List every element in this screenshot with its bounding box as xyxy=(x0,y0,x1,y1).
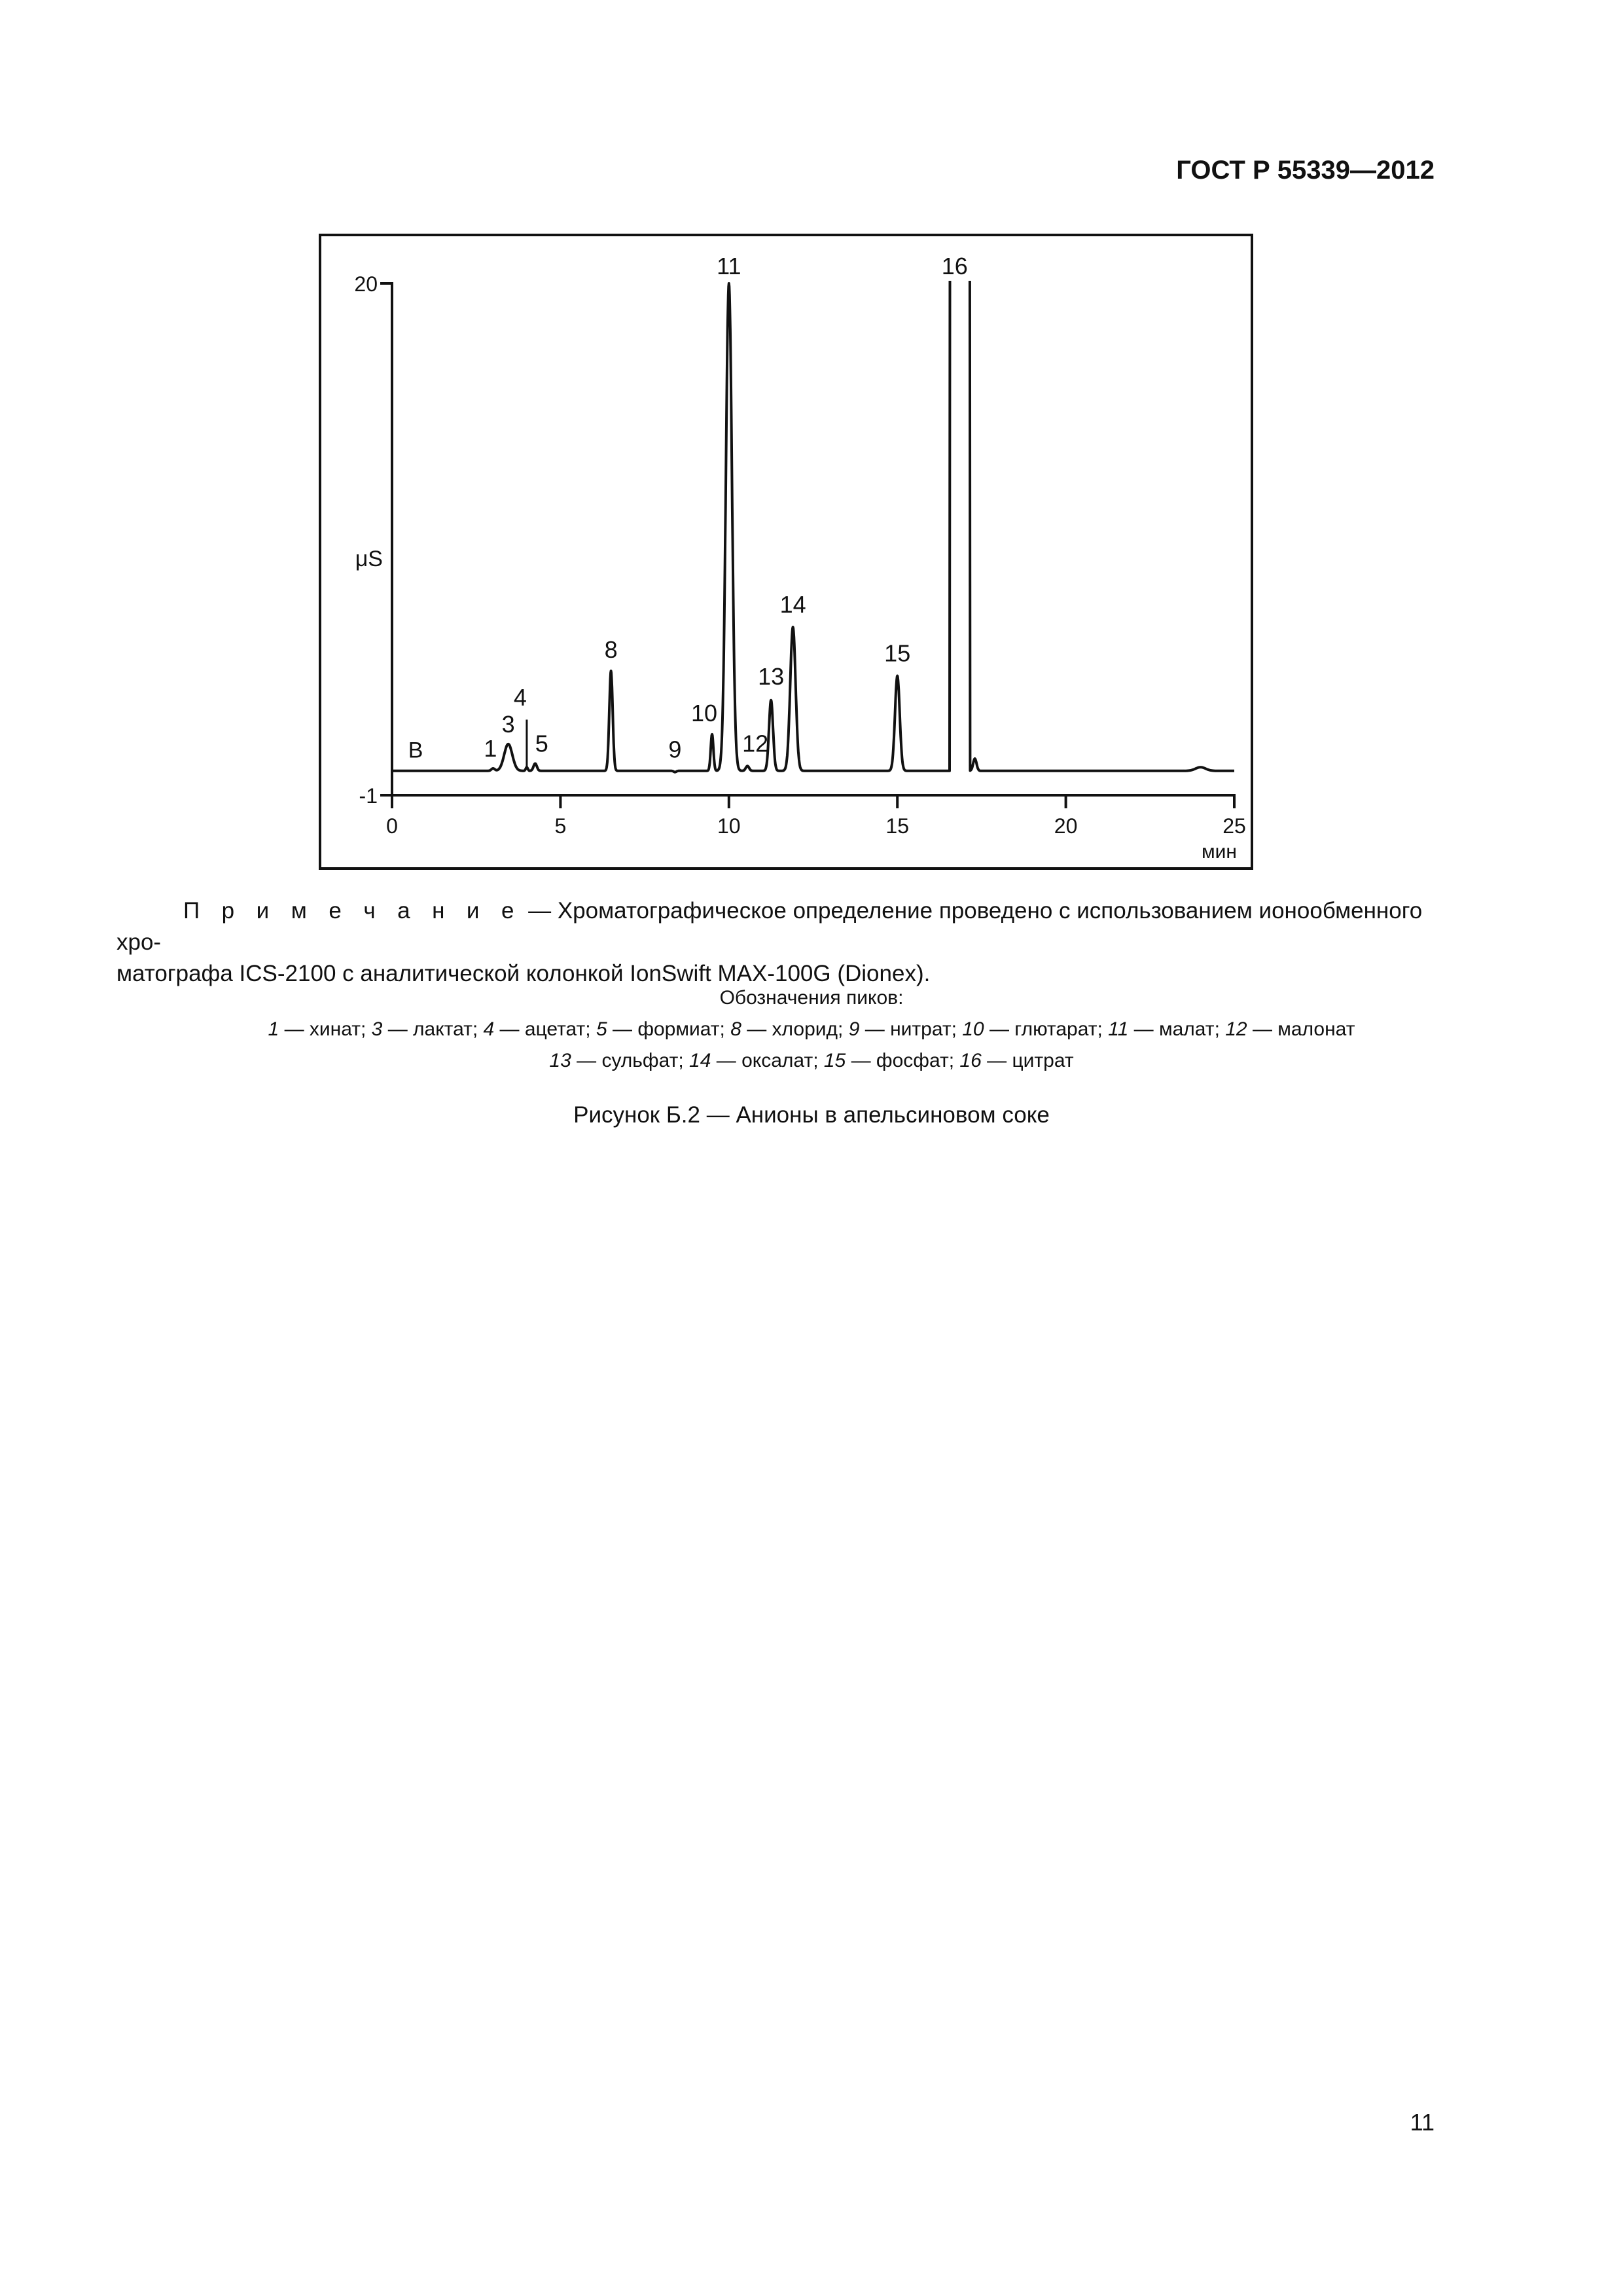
peak-label: 8 xyxy=(604,636,618,664)
legend-peak-name: нитрат xyxy=(890,1018,952,1040)
legend-peak-number: 15 xyxy=(823,1050,846,1071)
legend-peak-name: ацетат xyxy=(524,1018,586,1040)
y-axis-label: μS xyxy=(355,546,383,571)
chromatogram-chart xyxy=(319,234,1253,870)
legend-peak-name: оксалат xyxy=(741,1050,813,1071)
legend-peak-number: 3 xyxy=(371,1018,383,1040)
peak-label: 1 xyxy=(484,735,497,762)
y-tick-label: 20 xyxy=(354,272,378,296)
x-axis-label: мин xyxy=(1202,841,1237,863)
peak-label: 5 xyxy=(535,730,548,757)
page-number: 11 xyxy=(1410,2109,1435,2136)
y-tick-label: -1 xyxy=(359,784,378,808)
legend-peak-name: лактат xyxy=(413,1018,473,1040)
legend-peak-number: 8 xyxy=(730,1018,741,1040)
legend-peak-name: формиат xyxy=(637,1018,720,1040)
legend-peak-name: малат xyxy=(1158,1018,1215,1040)
note-text-continued: матографа ICS-2100 с аналитической колонкой IonSwift MAX-100G (Dionex). xyxy=(116,961,931,986)
peak-label: 15 xyxy=(884,639,911,667)
peak-label: 11 xyxy=(717,253,741,279)
legend-peak-name: хлорид xyxy=(772,1018,838,1040)
note-paragraph: П р и м е ч а н и е — Хроматографическое определение проведено с использованием ионообменного хро- матографа ICS-2100 с аналитической колонкой IonSwift MAX-100G (Dionex). xyxy=(116,898,1423,986)
peak-label: 4 xyxy=(513,683,527,711)
legend-peak-number: 14 xyxy=(689,1050,711,1071)
peak-label: 12 xyxy=(742,730,769,757)
x-tick-label: 15 xyxy=(885,814,909,838)
legend-peak-number: 9 xyxy=(848,1018,860,1040)
x-tick-label: 20 xyxy=(1054,814,1078,838)
peak-label: 10 xyxy=(691,699,718,726)
peak-label: 13 xyxy=(758,662,785,690)
peak-label: 3 xyxy=(501,710,515,738)
legend-line-2: 13 — сульфат; 14 — оксалат; 15 — фосфат; 16 — цитрат xyxy=(549,1050,1074,1071)
baseline-label: B xyxy=(408,738,423,763)
figure-caption: Рисунок Б.2 — Анионы в апельсиновом соке xyxy=(573,1102,1050,1128)
x-tick-label: 10 xyxy=(717,814,741,838)
legend-peak-name: сульфат xyxy=(601,1050,679,1071)
legend-peak-number: 12 xyxy=(1225,1018,1247,1040)
legend-title: Обозначения пиков: xyxy=(719,987,904,1009)
legend-peak-name: хинат xyxy=(309,1018,361,1040)
legend-peak-name: цитрат xyxy=(1012,1050,1074,1071)
peak-label: 14 xyxy=(779,591,806,619)
legend-peak-number: 4 xyxy=(483,1018,495,1040)
legend-peak-name: глютарат xyxy=(1014,1018,1097,1040)
note-label: П р и м е ч а н и е xyxy=(183,898,522,924)
legend-line-1: 1 — хинат; 3 — лактат; 4 — ацетат; 5 — формиат; 8 — хлорид; 9 — нитрат; 10 — глютарат; 11 — малат; 12 — малонат xyxy=(268,1018,1355,1040)
x-tick-label: 25 xyxy=(1222,814,1246,838)
legend-peak-name: малонат xyxy=(1277,1018,1355,1040)
legend-peak-number: 16 xyxy=(959,1050,982,1071)
x-tick-label: 5 xyxy=(554,814,567,838)
peak-label: 16 xyxy=(941,253,968,279)
document-header: ГОСТ Р 55339—2012 xyxy=(1176,156,1435,185)
chromatogram-svg xyxy=(321,236,1251,867)
legend-peak-number: 10 xyxy=(962,1018,984,1040)
legend-peak-number: 11 xyxy=(1108,1018,1129,1040)
legend-peak-number: 13 xyxy=(549,1050,571,1071)
x-tick-label: 0 xyxy=(386,814,398,838)
legend-peak-number: 5 xyxy=(596,1018,607,1040)
peak-label: 9 xyxy=(668,736,682,763)
legend-peak-number: 1 xyxy=(268,1018,279,1040)
legend-peak-name: фосфат xyxy=(876,1050,949,1071)
note-text: Хроматографическое определение проведено с использованием ионообменного хро- xyxy=(116,898,1423,955)
